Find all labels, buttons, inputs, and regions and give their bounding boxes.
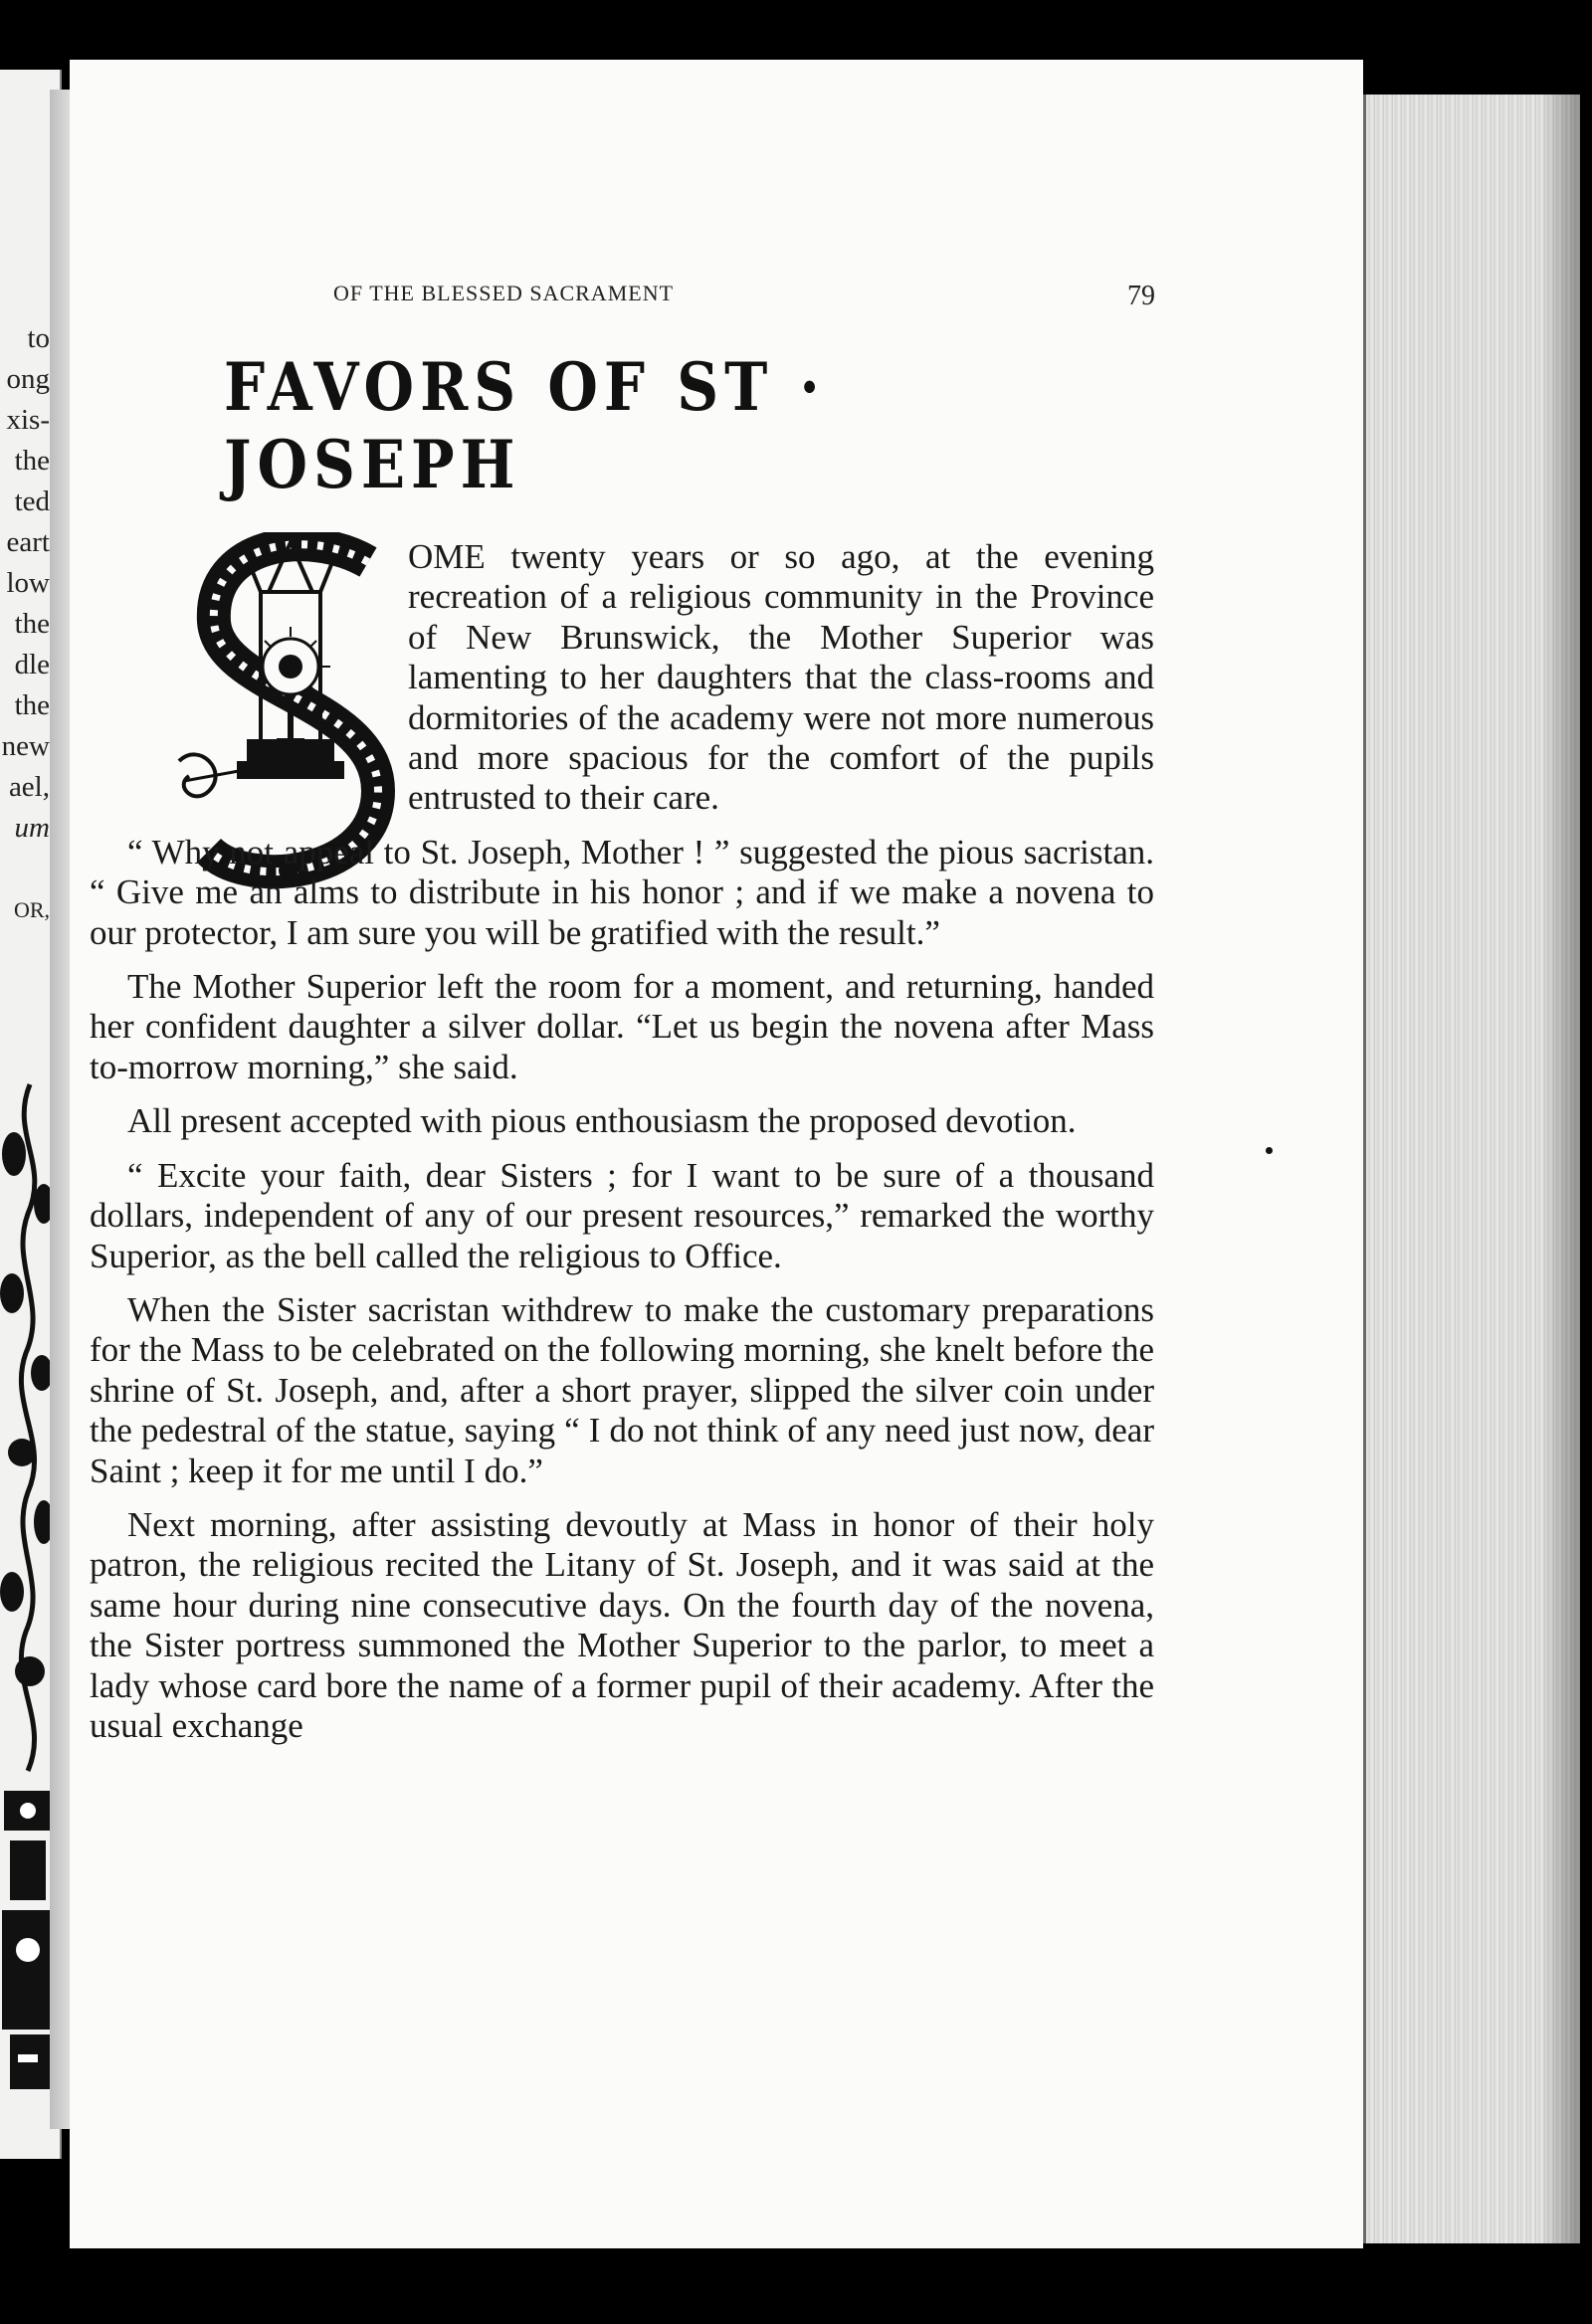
floral-border-ornament-icon [0,1074,56,2099]
page-speck [1266,1147,1273,1154]
paragraph: “ Why not appeal to St. Joseph, Mother ! ” suggested the pious sacristan. “ Give me an alms to distribute in his honor ; and if we make a novena to our protector, I am sure you will be gratified with the result.” [90,832,1154,952]
left-fragment: ted [14,485,50,517]
running-head: OF THE BLESSED SACRAMENT [333,281,675,305]
paragraph: OME twenty years or so ago, at the evening recreation of a religious community in the Province of New Brunswick, the Mother Superior was lamenting to her daughters that the class-rooms and dormitories of the academy were not more numerous and more spacious for the comfort of the pupils entrusted to their care. [408,537,1154,818]
page-number: 79 [1127,281,1155,311]
left-fragment: the [14,608,50,640]
paragraph: Next morning, after assisting devoutly at Mass in honor of their holy patron, the religious recited the Litany of St. Joseph, and it was said at the same hour during nine consecutive days. On the fourth day of the novena, the Sister portress summoned the Mother Superior to the parlor, to meet a lady whose card bore the name of a former pupil of their academy. After the usual exchange [90,1504,1154,1745]
left-fragment: ong [6,363,50,395]
paragraph: All present accepted with pious enthousiasm the proposed devotion. [127,1101,1077,1141]
left-fragment: xis- [6,404,50,436]
left-fragment: the [14,445,50,477]
left-fragment: ael, [8,771,50,803]
book-page [70,60,1363,2248]
left-fragment: the [14,689,50,721]
left-fragment: OR, [13,897,50,922]
left-fragment: to [27,322,50,354]
paragraph: The Mother Superior left the room for a moment, and returning, handed her confident daughter a silver dollar. “Let us begin the novena after Mass to-morrow morning,” she said. [90,967,1154,1086]
paragraph: “ Excite your faith, dear Sisters ; for I want to be sure of a thousand dollars, independent of any of our present resources,” remarked the worthy Superior, as the bell called the religious to Office. [90,1155,1154,1275]
left-fragment: eart [6,526,50,558]
book-page-edges [1363,95,1580,2243]
left-fragment: new [1,730,50,762]
left-fragment: dle [14,649,50,680]
left-fragment: low [6,567,50,599]
left-page-text-fragments [0,318,50,930]
left-fragment: um [14,812,50,844]
left-fragment [0,849,50,889]
paragraph: When the Sister sacristan withdrew to make the customary preparations for the Mass to be celebrated on the following morning, she knelt before the shrine of St. Joseph, and, after a short prayer, slipped the silver coin under the pedestral of the statue, saying “ I do not think of any need just now, dear Saint ; keep it for me until I do.” [90,1289,1154,1490]
article-body [90,537,1154,1760]
chapter-title: FAVORS OF ST · JOSEPH [224,347,826,504]
